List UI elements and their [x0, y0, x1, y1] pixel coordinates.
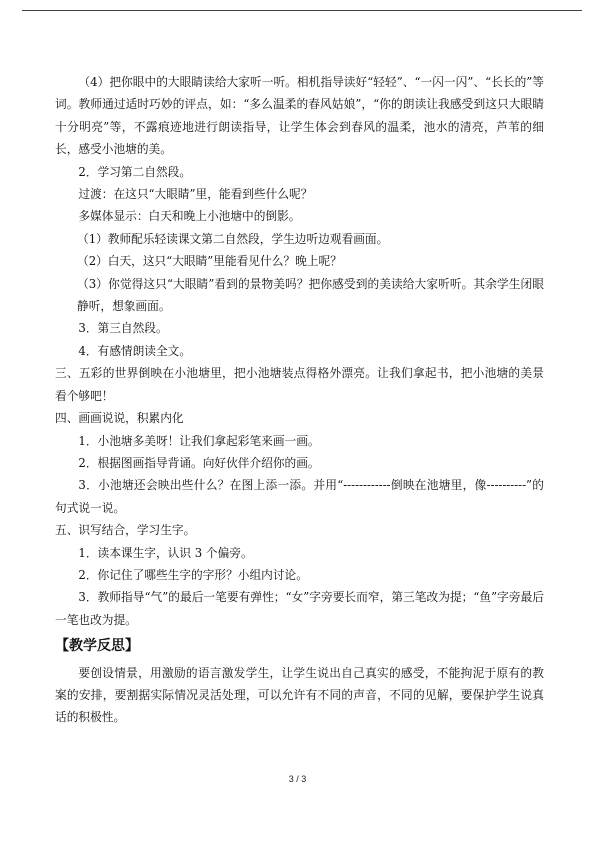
item-study-paragraph-two: 2．学习第二自然段。 [78, 164, 192, 179]
header-rule [22, 10, 582, 11]
page-number: 3 / 3 [288, 774, 307, 784]
draw-item-2: 2．根据图画指导背诵。向好伙伴介绍你的画。 [78, 455, 320, 470]
step-1: （1）教师配乐轻读课文第二自然段，学生边听边观看画面。 [77, 231, 389, 246]
draw-item-1: 1．小池塘多美呀！让我们拿起彩笔来画一画。 [78, 433, 320, 448]
transition-line: 过渡：在这只“大眼睛”里，能看到些什么呢？ [78, 187, 313, 202]
section-five-title: 五、识写结合，学习生字。 [55, 523, 196, 538]
item-read-full-text: 4．有感情朗读全文。 [78, 343, 192, 358]
step-3: （3）你觉得这只“大眼睛”看到的景物美吗？把你感受到的美读给大家听听。其余学生闭眼静听，想象画面。 [77, 276, 544, 314]
section-four-title: 四、画画说说，积累内化 [55, 411, 184, 426]
write-item-2: 2．你记住了哪些生字的字形？小组内讨论。 [78, 567, 308, 582]
page-body [55, 71, 544, 729]
section-three: 三、五彩的世界倒映在小池塘里，把小池塘装点得格外漂亮。让我们拿起书，把小池塘的美景看个够吧！ [55, 366, 544, 403]
step-2: （2）白天，这只“大眼睛”里能看见什么？晚上呢？ [77, 254, 342, 269]
draw-item-3: 3．小池塘还会映出些什么？在图上添一添。并用“------------倒映在池塘里，像----------”的句式说一说。 [55, 478, 544, 515]
item-paragraph-three: 3．第三自然段。 [78, 321, 168, 336]
write-item-3: 3．教师指导“气”的最后一笔要有弹性；“女”字旁要长而窄，第三笔改为提；“鱼”字旁最后一笔也改为提。 [55, 590, 544, 627]
multimedia-line: 多媒体显示：白天和晚上小池塘中的倒影。 [78, 209, 301, 224]
reflection-body: 要创设情景，用激励的语言激发学生，让学生说出自己真实的感受，不能拘泥于原有的教案的安排，要割据实际情况灵活处理，可以允许有不同的声音，不同的见解，要保护学生说真话的积极性。 [55, 665, 544, 725]
reflection-heading: 【教学反思】 [55, 638, 139, 655]
paragraph-read-aloud: （4）把你眼中的大眼睛读给大家听一听。相机指导读好“轻轻”、“一闪一闪”、“长长的”等词。教师通过适时巧妙的评点，如：“多么温柔的春风姑娘”，“你的朗读让我感受到这只大眼睛十分明亮”等，不露痕迹地进行朗读指导，让学生体会到春风的温柔，池水的清亮，芦苇的细长，感受小池塘的美。 [55, 75, 544, 157]
write-item-1: 1．读本课生字，认识 3 个偏旁。 [78, 545, 253, 560]
